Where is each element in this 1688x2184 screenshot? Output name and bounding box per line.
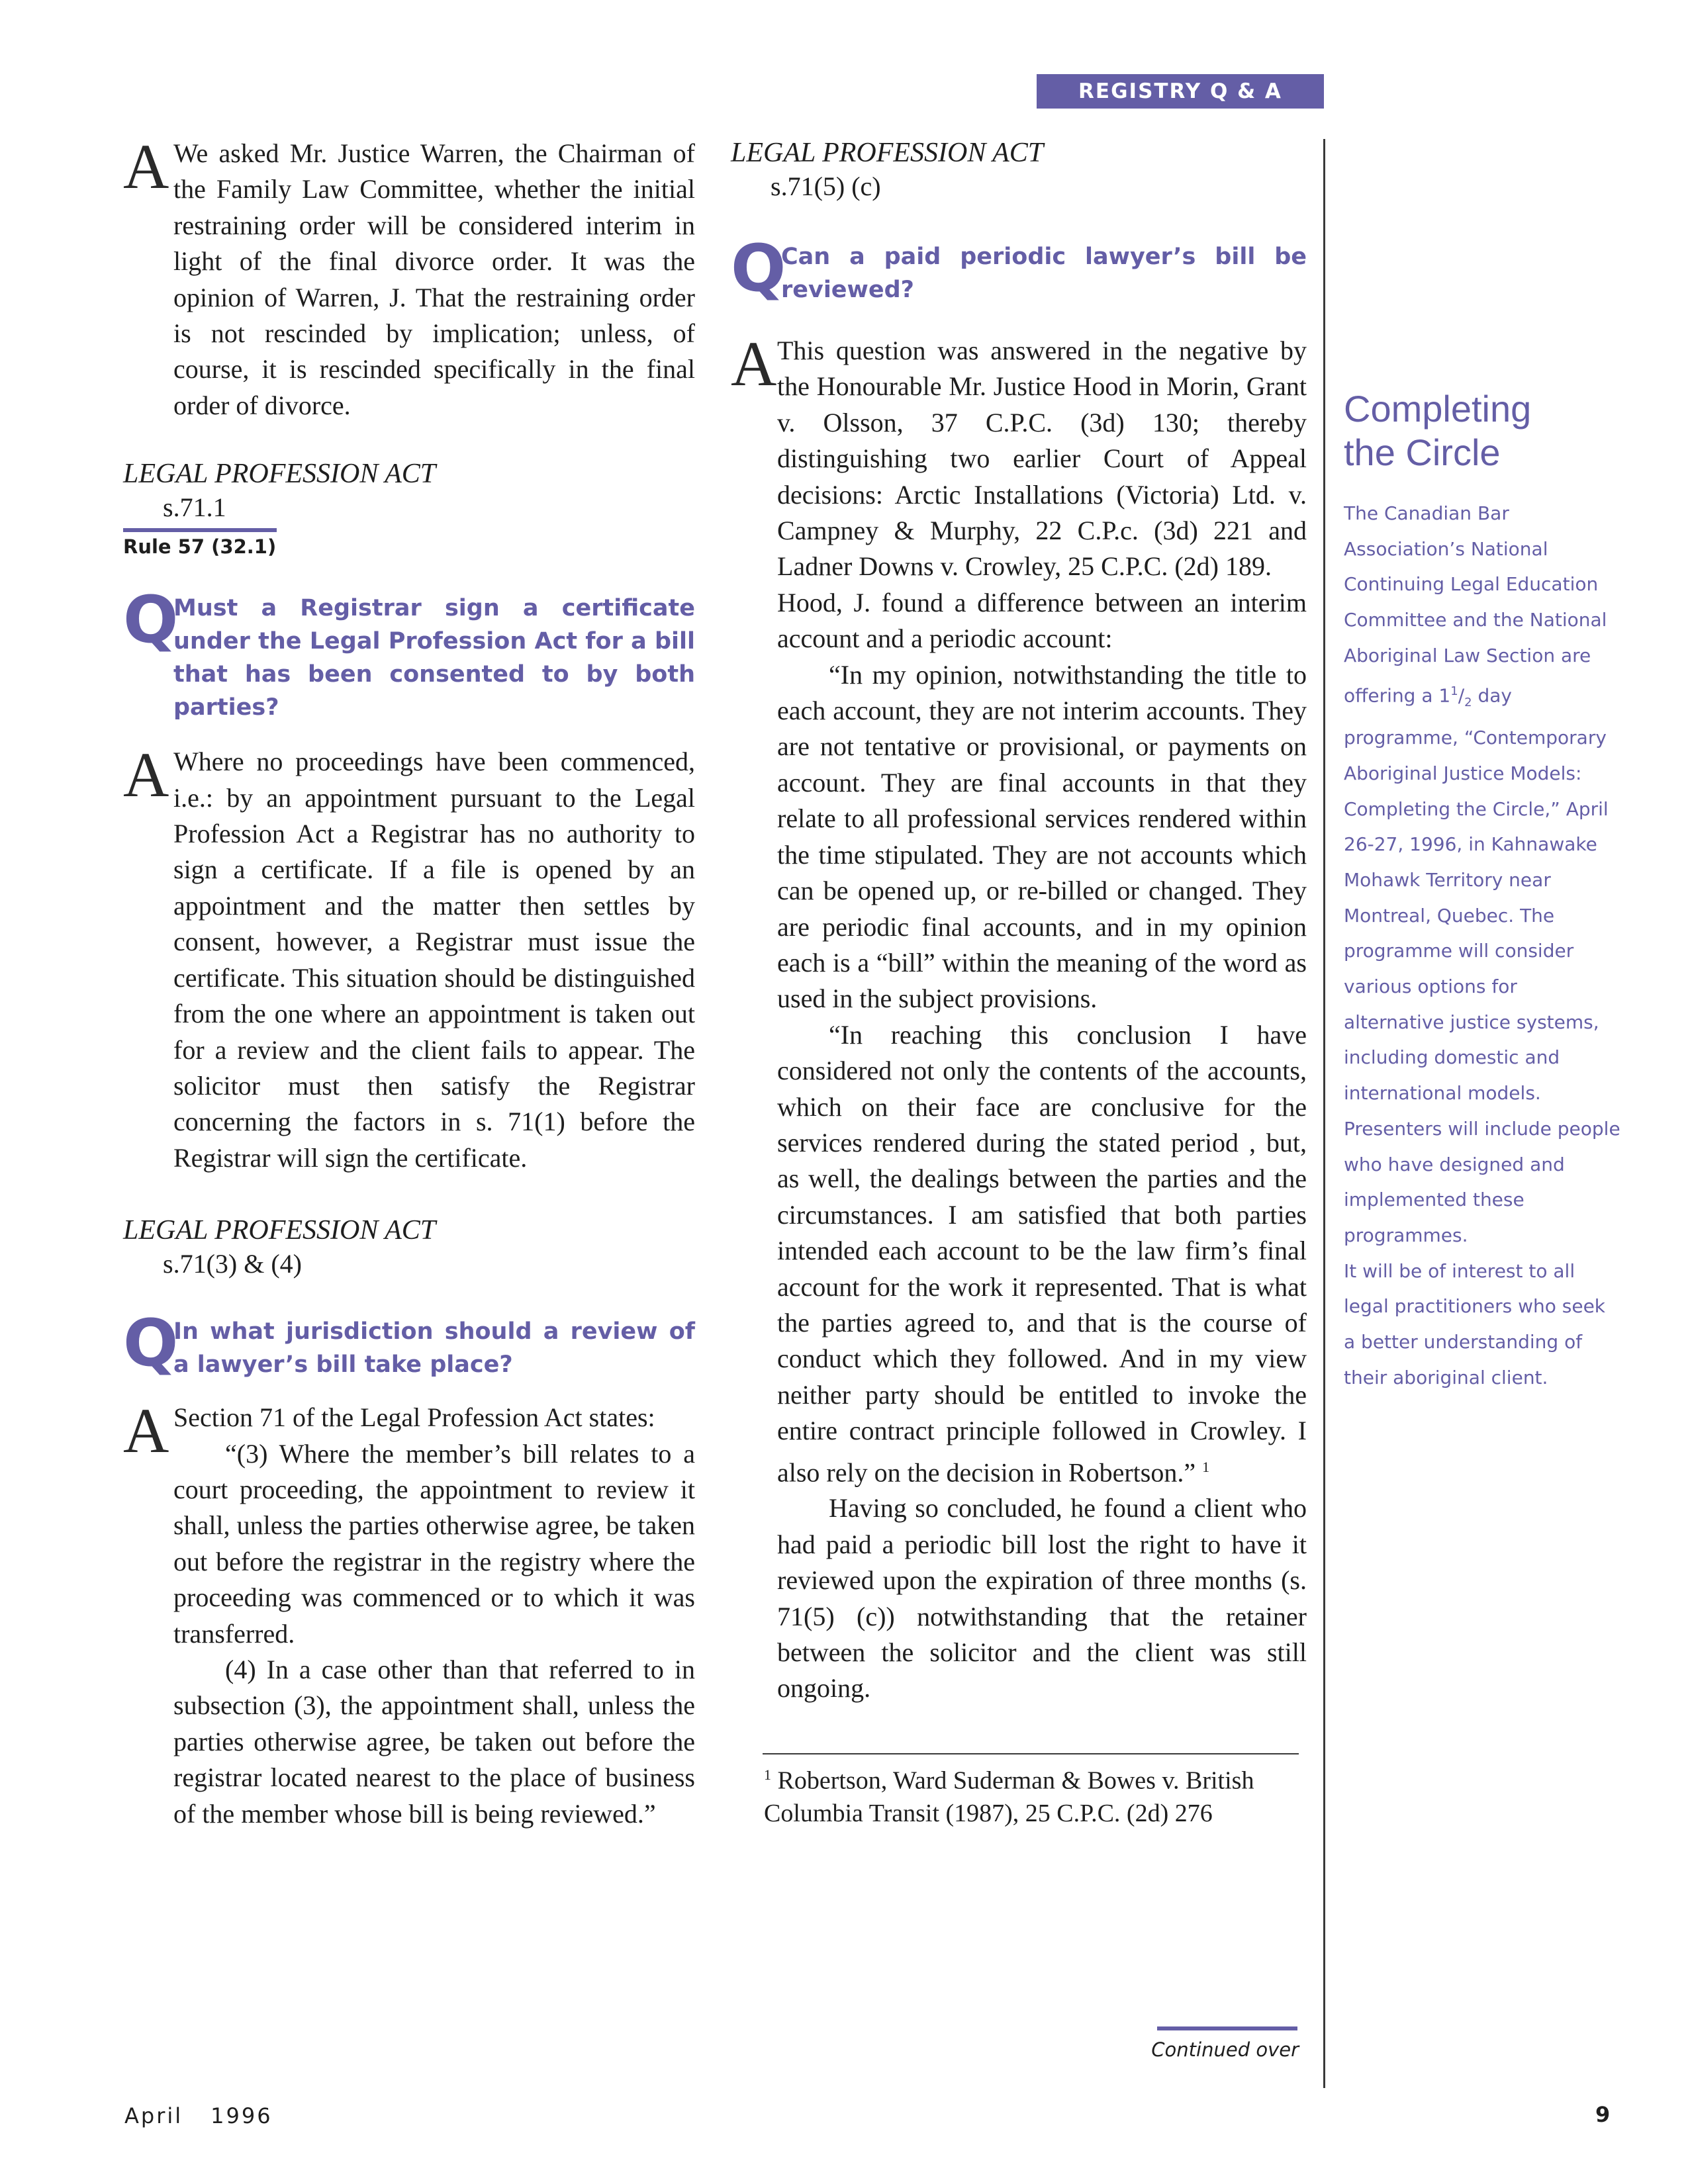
footnote bbox=[764, 1758, 1307, 1831]
answer-block bbox=[731, 328, 1307, 585]
answer-text: Hood, J. found a difference between an interim account and a periodic account: bbox=[777, 587, 1307, 654]
judgment-quote bbox=[777, 1017, 1307, 1491]
continued-bar bbox=[1157, 2026, 1297, 2030]
fraction-denominator: 2 bbox=[1464, 695, 1472, 709]
answer-block bbox=[123, 131, 695, 424]
sidebar-text: It will be of interest to all legal practitioners who seek a better understanding of their aboriginal client. bbox=[1344, 1259, 1606, 1388]
page-number: 9 bbox=[1595, 2102, 1611, 2127]
question-block bbox=[123, 1306, 695, 1382]
answer-continuation bbox=[731, 585, 1307, 1707]
column-divider bbox=[1323, 139, 1325, 2088]
sidebar-text-2: day programme, “Contemporary Aboriginal Justice Models: Completing the Circle,” April 26-27, 1996, in Kahnawake Mohawk Territory near Montreal, Quebec. The programme will consider various options for alternative justice systems, including domestic and international models. Presenters will include people who have designed and implemented these programmes. bbox=[1344, 684, 1620, 1246]
act-section: s.71.1 bbox=[163, 492, 226, 523]
rule-label: Rule 57 (32.1) bbox=[123, 535, 277, 559]
footnote-mark: 1 bbox=[764, 1766, 771, 1783]
answer-text: We asked Mr. Justice Warren, the Chairman of the Family Law Committee, whether the initial restraining order will be considered interim in light of the final divorce order. It was the opinion of Warren, J. That the restraining order is not rescinded by implication; unless, of course, it is rescinded specifically in the final order of divorce. bbox=[173, 138, 695, 420]
answer-letter: A bbox=[731, 328, 777, 399]
judgment-quote: “In my opinion, notwithstanding the title to each account, they are not interim accounts. They are not tentative or provisional, or payments on account. They are final accounts in that they relate to all professional services rendered within the time stipulated. They are not accounts which can be opened up, or re-billed or changed. They are periodic final accounts, and in my opinion each is a “bill” within the meaning of the word as used in the subject provisions. bbox=[777, 659, 1307, 1014]
act-heading: LEGAL PROFESSION ACT bbox=[731, 138, 1044, 168]
sidebar-text: The Canadian Bar Association’s National Continuing Legal Education Committee and the National Aboriginal Law Section are offering a $1^1/_2$ day programme, “Contemporary Aboriginal Justice Models: Completing the Circle,” April 26-27, 1996, in Kahnawake Mohawk Territory near Montreal, Quebec. The programme will consider various options for alternative justice systems, including domestic and international models. Presenters will include people who have designed and implemented these programmes. bbox=[1344, 502, 1620, 1246]
statute-quote: (4) In a case other than that referred to in subsection (3), the appointment shall, unless the parties otherwise agree, be taken out before the registrar located nearest to the place of business of the member whose bill is being reviewed.” bbox=[173, 1654, 695, 1829]
answer-intro: Section 71 of the Legal Profession Act states: bbox=[173, 1402, 655, 1433]
column-left bbox=[123, 131, 695, 1832]
fraction-numerator: 1 bbox=[1450, 684, 1458, 698]
question-block bbox=[123, 582, 695, 724]
footnote-text: Robertson, Ward Suderman & Bowes v. British Columbia Transit (1987), 25 C.P.C. (2d) 276 bbox=[764, 1766, 1254, 1828]
footer-date bbox=[124, 2103, 273, 2128]
sidebar-title-line1: Completing bbox=[1344, 388, 1532, 430]
act-section: s.71(3) & (4) bbox=[163, 1249, 302, 1279]
answer-text: Where no proceedings have been commenced, i.e.: by an appointment pursuant to the Legal Profession Act a Registrar has no authority to sign a certificate. If a file is opened by an appointment and the matter then settles by consent, however, a Registrar must issue the certificate. This situation should be distinguished from the one where an appointment is taken out for a review and the client fails to appear. The solicitor must then satisfy the Registrar concerning the factors in s. 71(1) before the Registrar will sign the certificate. bbox=[173, 747, 695, 1173]
footnote-rule bbox=[763, 1753, 1299, 1754]
sidebar-title bbox=[1344, 387, 1622, 475]
column-middle bbox=[731, 136, 1307, 1830]
answer-letter: A bbox=[123, 131, 169, 202]
judgment-quote-text: “In reaching this conclusion I have considered not only the contents of the accounts, which on their face are conclusive for the services rendered during the stated period , but, as well, the dealings between the parties and the circumstances. I am satisfied that both parties intended each account to be the law firm’s final account for the work it represented. That is what the parties agreed to, and that is the course of conduct which they followed. And in my view neither party should be entitled to invoke the entire contract principle followed in Crowley. I also rely on the decision in Robertson.” bbox=[777, 1019, 1307, 1487]
answer-block bbox=[123, 1395, 695, 1832]
footer-month: April bbox=[124, 2103, 183, 2128]
continued-over: Continued over bbox=[1151, 2038, 1299, 2061]
question-letter: Q bbox=[123, 582, 179, 659]
statute-quote: “(3) Where the member’s bill relates to a court proceeding, the appointment to review it shall, unless the parties otherwise agree, be taken out before the registrar in the registry where the proceeding was commenced or to which it was transferred. bbox=[173, 1438, 695, 1649]
question-letter: Q bbox=[731, 231, 786, 306]
sidebar bbox=[1344, 387, 1622, 1396]
sidebar-text-1: The Canadian Bar Association’s National Continuing Legal Education Committee and the National Aboriginal Law Section are offering a 1 bbox=[1344, 502, 1607, 706]
question-text: Can a paid periodic lawyer’s bill be reviewed? bbox=[781, 244, 1307, 303]
sidebar-title-line2: the Circle bbox=[1344, 432, 1501, 473]
act-section: s.71(5) (c) bbox=[771, 171, 881, 201]
answer-letter: A bbox=[123, 1395, 169, 1467]
answer-text: This question was answered in the negative by the Honourable Mr. Justice Hood in Morin, Grant v. Olsson, 37 C.P.C. (3d) 130; thereby distinguishing two earlier Court of Appeal decisions: Arctic Installations (Victoria) Ltd. v. Campney & Murphy, 22 C.P.c. (3d) 221 and Ladner Downs v. Crowley, 25 C.P.C. (2d) 189. bbox=[777, 336, 1307, 582]
section-banner: REGISTRY Q & A bbox=[1037, 74, 1324, 109]
question-block bbox=[731, 231, 1307, 306]
question-letter: Q bbox=[123, 1306, 179, 1382]
question-text: In what jurisdiction should a review of a lawyer’s bill take place? bbox=[173, 1318, 695, 1379]
footer-year: 1996 bbox=[211, 2103, 273, 2128]
answer-letter: A bbox=[123, 739, 169, 811]
answer-block bbox=[123, 739, 695, 1176]
question-text: Must a Registrar sign a certificate under the Legal Profession Act for a bill that has been consented to by both parties? bbox=[173, 595, 695, 721]
answer-text: Having so concluded, he found a client who had paid a periodic bill lost the right to have it reviewed upon the expiration of three months (s. 71(5) (c)) notwithstanding that the retainer between the solicitor and the client was still ongoing. bbox=[777, 1493, 1307, 1704]
act-heading: LEGAL PROFESSION ACT bbox=[123, 459, 436, 490]
footnote-ref: 1 bbox=[1202, 1458, 1210, 1475]
act-heading: LEGAL PROFESSION ACT bbox=[123, 1215, 436, 1246]
